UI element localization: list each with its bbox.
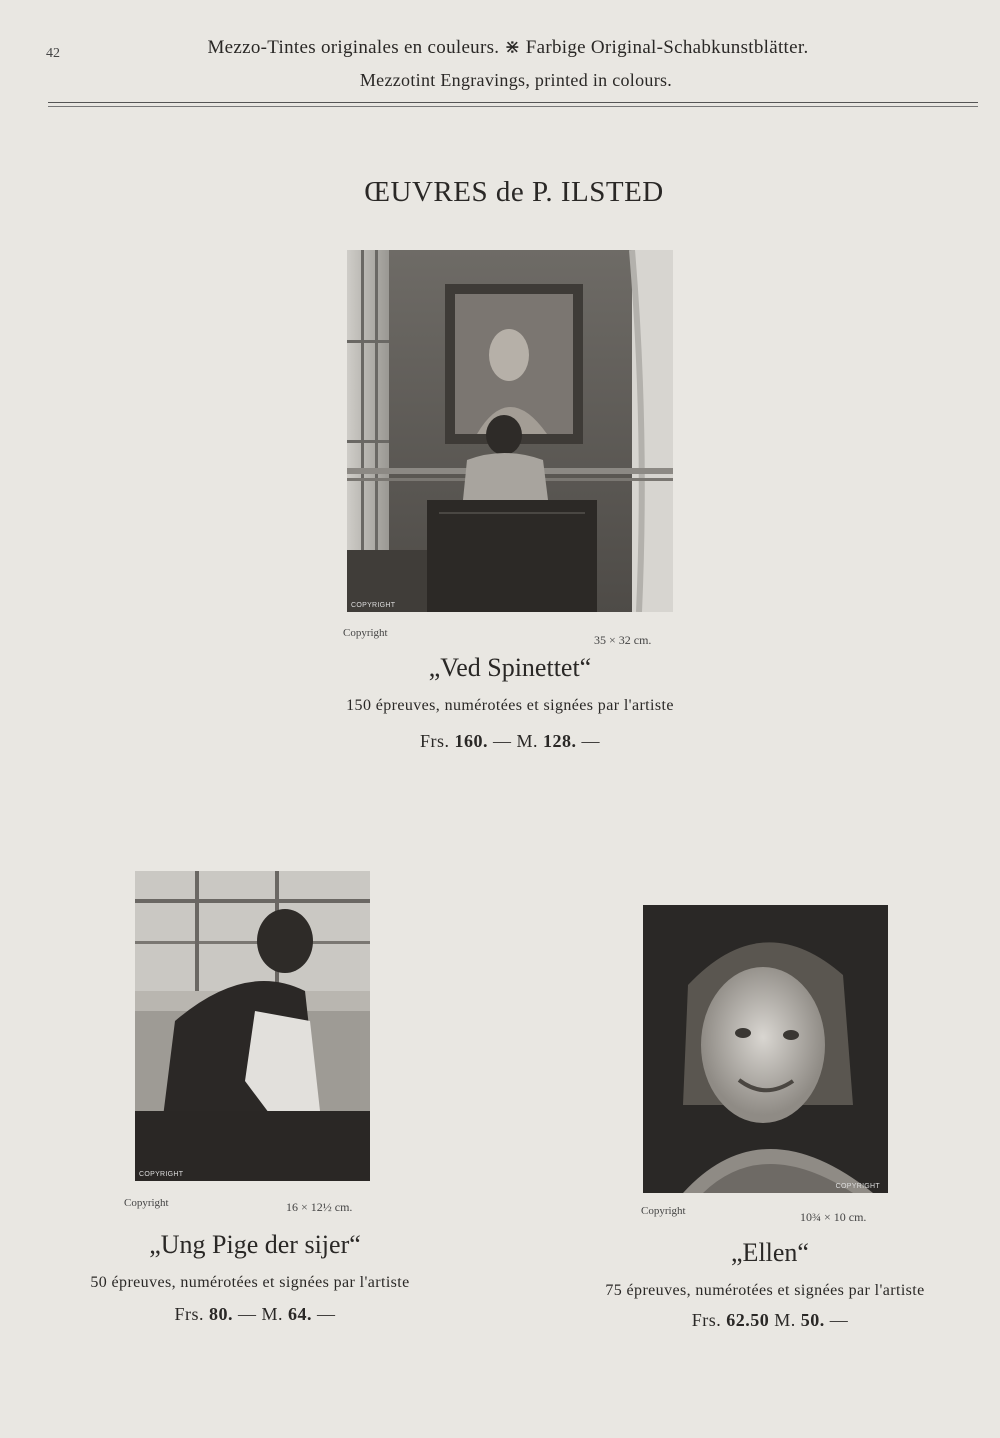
plate-ung-pige-der-sijer: [135, 871, 370, 1181]
price-line: [260, 731, 760, 752]
price-dash: —: [581, 731, 601, 751]
sewing-girl-illustration: [135, 871, 370, 1181]
price-dash: —: [317, 1304, 336, 1324]
dimensions: 16 × 12½ cm.: [286, 1200, 353, 1214]
header-english-text: Mezzotint Engravings, printed in colours.: [359, 70, 673, 90]
running-header-line-1: [0, 36, 1000, 59]
price-mark-value: 64.: [288, 1304, 313, 1324]
header-rule-top: [48, 102, 978, 103]
running-header-line-2: [0, 70, 1000, 91]
dimensions: 10¾ × 10 cm.: [800, 1210, 867, 1224]
plate-copyright-mark: COPYRIGHT: [139, 1171, 184, 1178]
price-frs-value: 80.: [209, 1304, 233, 1324]
work-title-ved-spinettet: „Ved Spinettet“: [428, 653, 592, 682]
edition-note: 50 épreuves, numérotées et signées par l'artiste: [90, 1274, 410, 1291]
price-mark-label: — M.: [493, 731, 539, 751]
plate-copyright-mark: COPYRIGHT: [835, 1183, 880, 1190]
price-mark-label: M.: [774, 1310, 796, 1330]
price-line: [30, 1304, 480, 1325]
interior-spinet-illustration: [347, 250, 673, 612]
price-frs-label: Frs.: [419, 731, 450, 751]
price-mark-value: 128.: [543, 731, 577, 751]
copyright-label: Copyright: [343, 627, 388, 639]
copyright-label: Copyright: [641, 1205, 686, 1217]
edition-note: 150 épreuves, numérotées et signées par l'artiste: [346, 697, 674, 714]
girl-portrait-illustration: [643, 905, 888, 1193]
price-frs-label: Frs.: [691, 1310, 722, 1330]
edition-note: 75 épreuves, numérotées et signées par l'artiste: [605, 1282, 925, 1299]
price-dash: —: [829, 1310, 849, 1330]
header-rule-bottom: [48, 106, 978, 107]
dimensions: 35 × 32 cm.: [594, 633, 652, 647]
header-separator-ornament: ⋇: [504, 37, 521, 58]
price-line: [560, 1310, 980, 1331]
price-frs-value: 160.: [454, 731, 488, 751]
price-mark-label: — M.: [238, 1304, 284, 1324]
plate-ellen: [643, 905, 888, 1193]
header-german-text: Farbige Original-Schabkunstblätter.: [525, 37, 809, 58]
page-number: 42: [46, 46, 60, 61]
work-title-ung-pige: „Ung Pige der sijer“: [149, 1230, 361, 1259]
section-title: ŒUVRES de P. ILSTED: [364, 176, 664, 208]
work-title-ellen: „Ellen“: [731, 1238, 809, 1267]
plate-ved-spinettet: [347, 250, 673, 612]
price-mark-value: 50.: [800, 1310, 825, 1330]
price-frs-value: 62.50: [726, 1310, 770, 1330]
copyright-label: Copyright: [124, 1197, 169, 1209]
header-french-text: Mezzo-Tintes originales en couleurs.: [207, 37, 500, 58]
plate-copyright-mark: COPYRIGHT: [351, 602, 396, 609]
price-frs-label: Frs.: [174, 1304, 204, 1324]
